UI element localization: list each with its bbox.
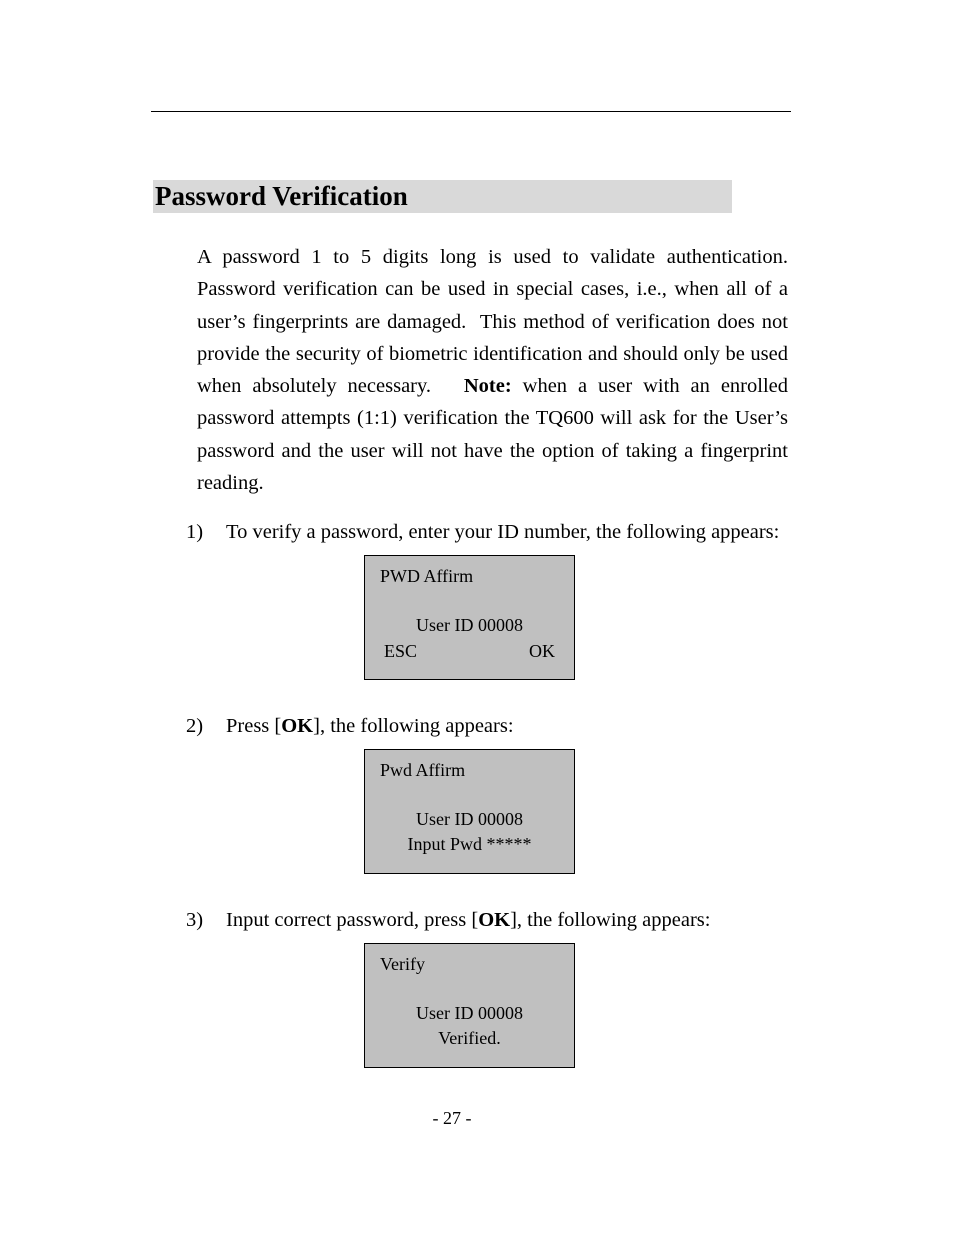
ok-key-label: OK [478,909,511,931]
step-text-before: Input correct password, press [ [226,909,479,931]
step-1 [186,516,788,548]
step-text-before: Press [ [226,715,282,737]
lcd-screen-pwd-affirm [364,555,575,680]
intro-paragraph [197,241,788,499]
intro-text-2: when a user with an enrolled password attempts (1:1) verification the TQ600 will ask for the User’s password and the user will not have the option of taking a fingerprint reading. [197,375,788,495]
screen-title: Pwd Affirm [380,760,466,780]
ok-key-label: OK [281,715,314,737]
page-number: - 27 - [432,1108,472,1128]
step-text-after: ], the following appears: [313,715,514,737]
lcd-screen-input-pwd [364,749,575,874]
step-number: 1) [186,521,204,543]
step-number: 3) [186,909,204,931]
screen-esc-key: ESC [384,641,418,661]
section-heading: Password Verification [155,181,408,211]
screen-user-id: User ID 00008 [416,1003,523,1023]
note-label: Note: [463,375,512,398]
intro-text-1: A password 1 to 5 digits long is used to validate authentication. Password verification can be used in special cases, i.e., when all of a user’s fingerprints are damaged. This method of verification does not provide the security of biometric identification and should only be used when absolutely necessary. [197,246,788,398]
screen-input-pwd: Input Pwd ***** [407,834,532,854]
step-text: To verify a password, enter your ID number, the following appears: [226,521,780,543]
header-rule [151,111,791,112]
screen-ok-key: OK [529,641,555,661]
screen-verified-status: Verified. [438,1028,501,1048]
screen-user-id: User ID 00008 [416,809,523,829]
lcd-screen-verified [364,943,575,1068]
step-text-after: ], the following appears: [510,909,711,931]
step-3 [186,904,710,936]
screen-title: PWD Affirm [380,566,474,586]
screen-title: Verify [380,954,425,974]
step-2 [186,710,514,742]
screen-user-id: User ID 00008 [416,615,523,635]
step-number: 2) [186,715,204,737]
